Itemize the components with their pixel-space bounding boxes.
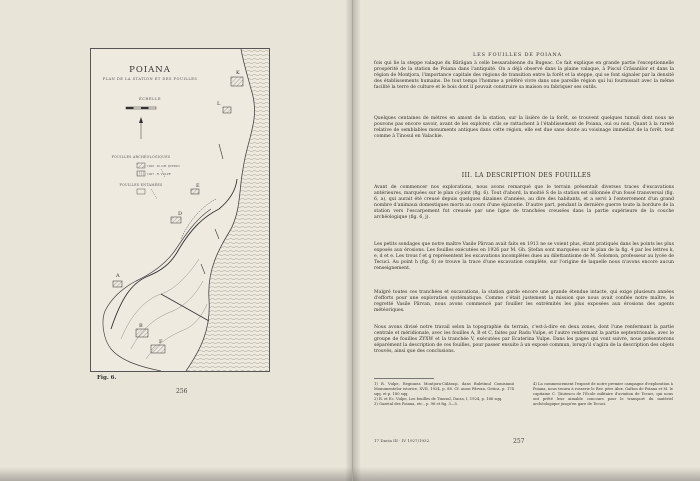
- paragraph-4: Les petits sondages que notre maître Vasile Pârvan avait faits en 1913 ne se voient plus, étant pratiqués dans les points les plus exposés aux érosions. Les fouilles exécutées en 1926 par M. Gh. Ştefan sont marquées sur le plan de la fig. 4 par les lettres k, e, d et e. Les trous f et g représentent les excavations incomplètes dues au dilettantisme de M. Solomon, professeur au lycée de Tecuci. Au point h (fig. 6) se trouve la trace d'une excavation complète, sur l'origine de laquelle nous n'avons encore aucun renseignement.: [374, 242, 674, 272]
- svg-text:D: D: [178, 211, 183, 217]
- page-number-right: 257: [513, 438, 525, 445]
- svg-text:A: A: [116, 273, 120, 279]
- svg-text:F: F: [159, 339, 163, 345]
- section-title: III. LA DESCRIPTION DES FOUILLES: [461, 172, 592, 179]
- page-shadow: [0, 467, 352, 481]
- page-shadow-right: [353, 467, 700, 481]
- footnote-rule: [374, 378, 434, 379]
- map-figure: [90, 48, 270, 372]
- paragraph-2: Quelques centaines de mètres en amont de la station, sur la lisière de la forêt, se trouvent quelques tumuli dont nous ne pouvons pas encore savoir, avant de les explorer, s'ils se rattachent à l'établissement de Poiana, oui ou non. Quant à la rareté relative de semblables monuments antiques dans cette région, elle est due sans doute au voisinage immédiat de la forêt, tout comme à Tinosul en Valachie.: [374, 116, 674, 140]
- figure-caption: Fig. 6.: [97, 375, 117, 381]
- svg-text:K: K: [236, 70, 240, 76]
- right-page: [353, 0, 700, 481]
- svg-text:B: B: [139, 323, 143, 329]
- legend-heading-2: FOUILLES ENTAMÉES: [119, 183, 163, 187]
- running-head: LES FOUILLES DE POIANA: [473, 52, 562, 58]
- map-subtitle: PLAN DE LA STATION ET DES FOUILLES: [102, 77, 198, 81]
- map-scale-label: ÉCHELLE: [138, 97, 162, 101]
- paragraph-6: Nous avons divisé notre travail selon la topographie du terrain, c'est-à-dire en deux zones, dont l'une renfermant la partie centrale et méridionale, avec les fouilles A, B et C, faites par Radu Vulpe, et l'autre renfermant la partie septentrionale, avec le groupe de fouilles ZYXW et la tranchée V, exécutées par Ecaterina Vulpe. Dans les pages qui vont suivre, nous présenterons séparément la description de ces fouilles, pour passer ensuite à un exposé commun, lorsqu'il s'agira de la description des objets trouvés, ainsi que des conclusions.: [374, 325, 674, 355]
- legend-heading: FOUILLES ARCHÉOLOGIQUES: [111, 155, 171, 159]
- legend-item-1927: 1927 · R. VULPE: [147, 172, 171, 176]
- paragraph-3: Avant de commencer nos explorations, nous avons remarqué que le terrain présentait diverses traces d'excavations antérieures, marquées sur le plan ci-joint (fig. 6). Tout d'abord, la moitié S de la station est sillonnée d'un fossé transversal (fig. 6, a), qui aurait été creusé depuis quelques dizaines d'années, au dire des habitants, et a servi à l'enterrement d'un grand nombre d'animaux domestiques morts au cours d'une épizootie. D'autre part, pendant la dernière guerre toute la bordure de la station vers l'escarpement fut creusée par une ligne de tranchées creusées dans la partie supérieure de la couche archéologique (fig. 6, j).: [374, 185, 674, 221]
- map-title: POIANA: [129, 65, 171, 75]
- svg-text:L: L: [217, 101, 221, 107]
- svg-text:E: E: [196, 183, 200, 189]
- book-gutter: [345, 0, 361, 481]
- footnotes-left: 1) R. Vulpe, Regiunea Montjora-Călăraşi, dans Buletinul Comisiunii Monumentelor istorice, XVII, 1924, p. 88. Cf. aussi Pârvan, Getica, p. 174 sqq. et p. 180 sqq. 2) R. et Ec. Vulpe, Les fouilles de Tinosul, Dacia, I, 1924, p. 166 sqq. 3) Gazetal des Poiana, etc., p. 96 et fig. 3—5.: [374, 382, 514, 406]
- paragraph-1: fois qui lie la steppe valaque du Bărăgan à celle bessarabienne du Bugeac. Ce fait explique en grande partie l'exceptionnelle prospérité de la station de Poiana dans l'antiquité. On a déjà observé dans la plaine valaque, à Piscul Crăsanilor et dans la région de Montjora, l'importance capitale des régions de transition entre la forêt et la steppe, qui se font signaler par la densité des établissements humains. De tout temps l'homme a préféré vivre dans une pareille région qui lui fournissait avec la même facilité la terre de culture et le bois dont il pouvait construire sa maison ou fabriquer ses outils.: [374, 61, 674, 91]
- page-number-left: 256: [176, 388, 188, 395]
- footnotes-right: 4) La commencement l'exposé de notre premier campagne d'exploration à Poiana, nous trouva à rosserie le Rev. père Alex. Gafton de Poiana et M. le capitaine C. Ţăutescu de l'École militaire d'aviation de Tecuci, qui nous ont prêté leur aimable concours pour le transport du matériel archéologique jusqu'en gare de Tecuci.: [533, 382, 673, 406]
- paragraph-5: Malgré toutes ces tranchées et excavations, la station garde encore une grande étendue intacte, qui exige plusieurs années d'efforts pour une exploration systématique. Comme c'était justement la mission que nous avait confiée notre maître, le regretté Vasile Pârvan, nous avons commencé par fouiller les extrémités les plus exposées aux érosions des agents météoriques.: [374, 290, 674, 314]
- legend-item-1926: 1926 · M. GH. ŞTEFAN: [147, 164, 180, 168]
- signature-line: 17 Dacia III · IV 1927/1932.: [374, 438, 431, 443]
